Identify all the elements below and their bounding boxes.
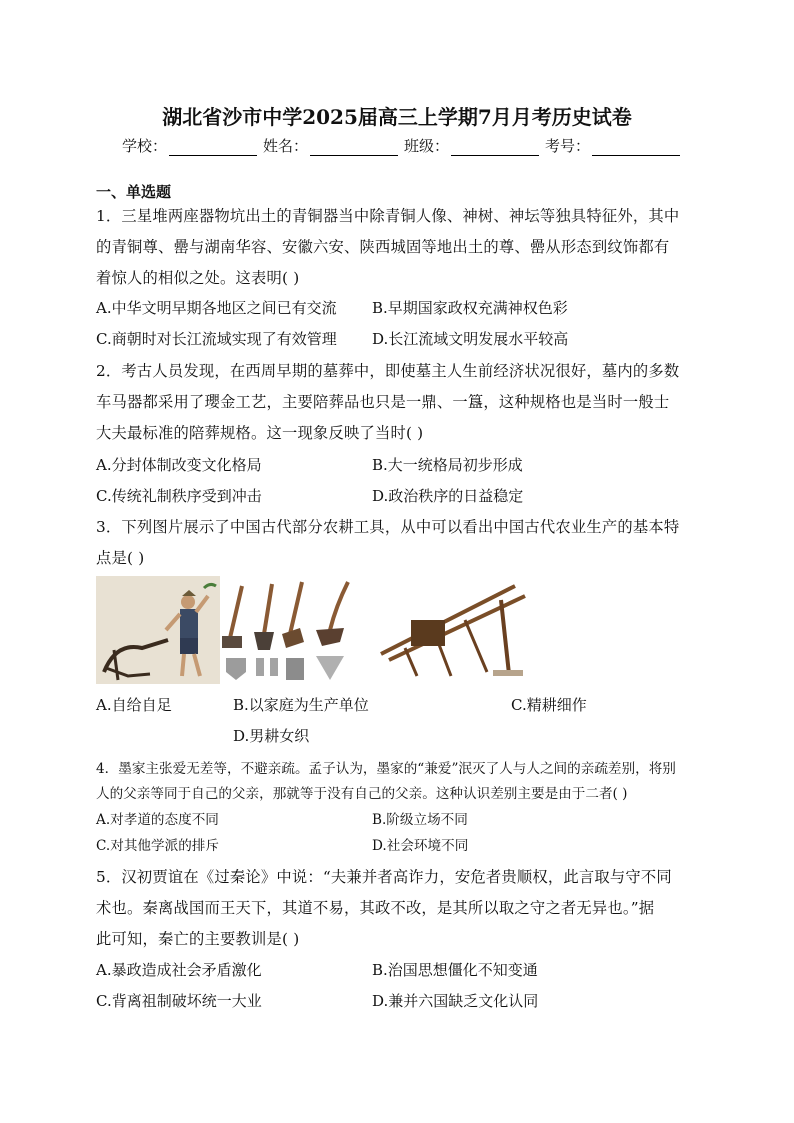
question-2-line: 大夫最标准的陪葬规格。这一现象反映了当时( ) xyxy=(96,424,424,442)
question-3-option-a[interactable]: A.自给自足 xyxy=(96,696,172,714)
question-2-option-a[interactable]: A.分封体制改变文化格局 xyxy=(96,456,262,474)
farmer-plough-image xyxy=(96,576,220,684)
school-label: 学校： xyxy=(122,137,168,155)
question-5-line: 5．汉初贾谊在《过秦论》中说：“夫兼并者高诈力，安危者贵顺权，此言取与守不同 xyxy=(96,868,672,886)
question-2-option-c[interactable]: C.传统礼制秩序受到冲击 xyxy=(96,487,262,505)
question-5-option-b[interactable]: B.治国思想僵化不知变通 xyxy=(372,961,538,979)
question-5-line: 术也。秦离战国而王天下，其道不易，其政不改，是其所以取之守之者无异也。”据 xyxy=(96,899,655,917)
question-3-option-d[interactable]: D.男耕女织 xyxy=(233,727,310,745)
question-5-option-d[interactable]: D.兼并六国缺乏文化认同 xyxy=(372,992,539,1010)
class-blank[interactable] xyxy=(451,139,539,156)
question-3-line: 3．下列图片展示了中国古代部分农耕工具，从中可以看出中国古代农业生产的基本特 xyxy=(96,518,680,536)
question-1-option-a[interactable]: A.中华文明早期各地区之间已有交流 xyxy=(96,299,337,317)
question-5-line: 此可知，秦亡的主要教训是( ) xyxy=(96,930,300,948)
question-5-option-a[interactable]: A.暴政造成社会矛盾激化 xyxy=(96,961,262,979)
school-blank[interactable] xyxy=(169,139,257,156)
number-blank[interactable] xyxy=(592,139,680,156)
question-1-option-b[interactable]: B.早期国家政权充满神权色彩 xyxy=(372,299,568,317)
question-5-option-c[interactable]: C.背离祖制破坏统一大业 xyxy=(96,992,262,1010)
question-2-line: 2．考古人员发现，在西周早期的墓葬中，即使墓主人生前经济状况很好，墓内的多数 xyxy=(96,362,680,380)
question-4-line: 人的父亲等同于自己的父亲，那就等于没有自己的父亲。这种认识差别主要是由于二者( ) xyxy=(96,786,628,802)
question-4-option-c[interactable]: C.对其他学派的排斥 xyxy=(96,838,219,854)
name-label: 姓名： xyxy=(263,137,309,155)
student-info-row xyxy=(122,135,682,156)
question-1-option-d[interactable]: D.长江流域文明发展水平较高 xyxy=(372,330,569,348)
number-label: 考号： xyxy=(545,137,591,155)
page-title: 湖北省沙市中学2025届高三上学期7月月考历史试卷 xyxy=(162,105,632,129)
question-1-line: 1．三星堆两座器物坑出土的青铜器当中除青铜人像、神树、神坛等独具特征外，其中 xyxy=(96,207,680,225)
question-1-line: 的青铜尊、罍与湖南华容、安徽六安、陕西城固等地出土的尊、罍从形态到纹饰都有 xyxy=(96,238,670,256)
question-3-option-c[interactable]: C.精耕细作 xyxy=(511,696,587,714)
name-blank[interactable] xyxy=(310,139,398,156)
question-1-line: 着惊人的相似之处。这表明( ) xyxy=(96,269,300,287)
question-2-line: 车马器都采用了瓔金工艺，主要陪葬品也只是一鼎、一簋，这种规格也是当时一般士 xyxy=(96,393,670,411)
question-4-option-d[interactable]: D.社会环境不同 xyxy=(372,838,469,854)
section-heading: 一、单选题 xyxy=(96,183,172,201)
question-4-option-a[interactable]: A.对孝道的态度不同 xyxy=(96,812,219,828)
question-4-line: 4．墨家主张爱无差等，不避亲疏。孟子认为，墨家的“兼爱”泯灭了人与人之间的亲疏差别，将别 xyxy=(96,761,676,777)
question-2-option-d[interactable]: D.政治秩序的日益稳定 xyxy=(372,487,524,505)
question-3-line: 点是( ) xyxy=(96,549,145,567)
farming-tools-image xyxy=(220,576,372,684)
question-3-option-b[interactable]: B.以家庭为生产单位 xyxy=(233,696,369,714)
question-1-option-c[interactable]: C.商朝时对长江流域实现了有效管理 xyxy=(96,330,337,348)
wooden-drill-image xyxy=(375,576,535,684)
question-2-option-b[interactable]: B.大一统格局初步形成 xyxy=(372,456,523,474)
class-label: 班级： xyxy=(404,137,450,155)
question-4-option-b[interactable]: B.阶级立场不同 xyxy=(372,812,468,828)
